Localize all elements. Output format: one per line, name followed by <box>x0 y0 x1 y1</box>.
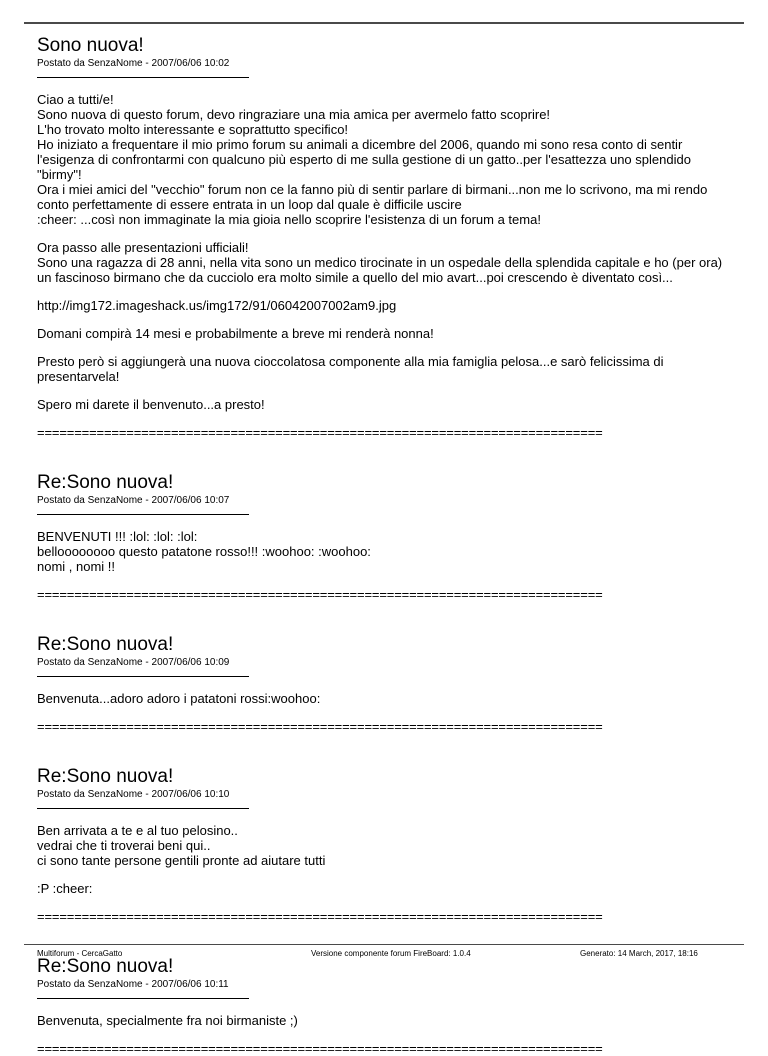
footer-version: Versione componente forum FireBoard: 1.0.4 <box>311 949 471 958</box>
post-meta: Postato da SenzaNome - 2007/06/06 10:10 <box>37 789 230 800</box>
post-title: Re:Sono nuova! <box>37 766 174 787</box>
post-title: Re:Sono nuova! <box>37 634 174 655</box>
post-meta-rule <box>37 808 249 809</box>
post-list <box>37 36 749 1056</box>
post-text-line: Benvenuta, specialmente fra noi birmaniste ;) <box>37 1013 298 1028</box>
forum-post <box>37 767 749 924</box>
top-rule <box>24 22 744 24</box>
post-text-line: "birmy"! <box>37 167 82 182</box>
post-text-line: conto perfettamente di essere entrata in un loop dal quale è difficile uscire <box>37 197 462 212</box>
post-separator: ============================================================================ <box>37 719 603 734</box>
post-separator: ============================================================================ <box>37 1041 603 1056</box>
footer-generated-date: Generato: 14 March, 2017, 18:16 <box>580 949 698 958</box>
post-text-line: l'esigenza di confrontarmi con qualcuno più esperto di me sulla gestione di un gatto..per l'esattezza uno splendido <box>37 152 691 167</box>
post-meta: Postato da SenzaNome - 2007/06/06 10:11 <box>37 979 229 990</box>
post-text-line: Ciao a tutti/e! <box>37 92 114 107</box>
post-separator: ============================================================================ <box>37 587 603 602</box>
post-separator: ============================================================================ <box>37 425 603 440</box>
post-meta-rule <box>37 998 249 999</box>
forum-post <box>37 635 749 734</box>
forum-post <box>37 957 749 1056</box>
post-title: Re:Sono nuova! <box>37 956 174 977</box>
post-body <box>37 92 749 412</box>
post-body <box>37 691 749 706</box>
post-text-line: http://img172.imageshack.us/img172/91/06042007002am9.jpg <box>37 298 397 313</box>
post-text-line: Ora passo alle presentazioni ufficiali! <box>37 240 249 255</box>
post-text-line: Presto però si aggiungerà una nuova cioccolatosa componente alla mia famiglia pelosa...e sarò felicissima di presentarvela! <box>37 354 668 384</box>
forum-post <box>37 36 749 440</box>
post-title: Re:Sono nuova! <box>37 472 174 493</box>
post-separator: ============================================================================ <box>37 909 603 924</box>
post-meta: Postato da SenzaNome - 2007/06/06 10:07 <box>37 495 230 506</box>
post-text-line: Ora i miei amici del "vecchio" forum non ce la fanno più di sentir parlare di birmani...non me lo scrivono, ma mi rendo <box>37 182 708 197</box>
post-meta-rule <box>37 77 249 78</box>
post-text-line: :P :cheer: <box>37 881 93 896</box>
post-meta: Postato da SenzaNome - 2007/06/06 10:09 <box>37 657 230 668</box>
post-text-line: BENVENUTI !!! :lol: :lol: :lol: <box>37 529 198 544</box>
post-text-line: un fascinoso birmano che da cucciolo era molto simile a quello del mio avart...poi crescendo è diventato così... <box>37 270 673 285</box>
footer-rule <box>24 944 744 945</box>
post-title: Sono nuova! <box>37 35 144 56</box>
post-body <box>37 529 749 574</box>
post-text-line: Ben arrivata a te e al tuo pelosino.. <box>37 823 238 838</box>
post-text-line: Ho iniziato a frequentare il mio primo forum su animali a dicembre del 2006, quando mi sono resa conto di sentir <box>37 137 683 152</box>
post-meta: Postato da SenzaNome - 2007/06/06 10:02 <box>37 58 230 69</box>
post-text-line: nomi , nomi !! <box>37 559 116 574</box>
post-text-line: Spero mi darete il benvenuto...a presto! <box>37 397 265 412</box>
post-meta-rule <box>37 676 249 677</box>
post-text-line: belloooooooo questo patatone rosso!!! :woohoo: :woohoo: <box>37 544 371 559</box>
post-body <box>37 823 749 896</box>
post-text-line: Domani compirà 14 mesi e probabilmente a breve mi renderà nonna! <box>37 326 434 341</box>
post-text-line: Sono nuova di questo forum, devo ringraziare una mia amica per avermelo fatto scoprire! <box>37 107 551 122</box>
post-text-line: Benvenuta...adoro adoro i patatoni rossi:woohoo: <box>37 691 321 706</box>
post-text-line: :cheer: ...così non immaginate la mia gioia nello scoprire l'esistenza di un forum a tema! <box>37 212 541 227</box>
post-text-line: Sono una ragazza di 28 anni, nella vita sono un medico tirocinate in un ospedale della splendida capitale e ho (per ora) <box>37 255 723 270</box>
footer-site-name: Multiforum - CercaGatto <box>37 949 123 958</box>
post-text-line: L'ho trovato molto interessante e soprattutto specifico! <box>37 122 349 137</box>
forum-post <box>37 473 749 602</box>
post-text-line: vedrai che ti troverai beni qui.. <box>37 838 211 853</box>
post-body <box>37 1013 749 1028</box>
post-text-line: ci sono tante persone gentili pronte ad aiutare tutti <box>37 853 326 868</box>
post-meta-rule <box>37 514 249 515</box>
